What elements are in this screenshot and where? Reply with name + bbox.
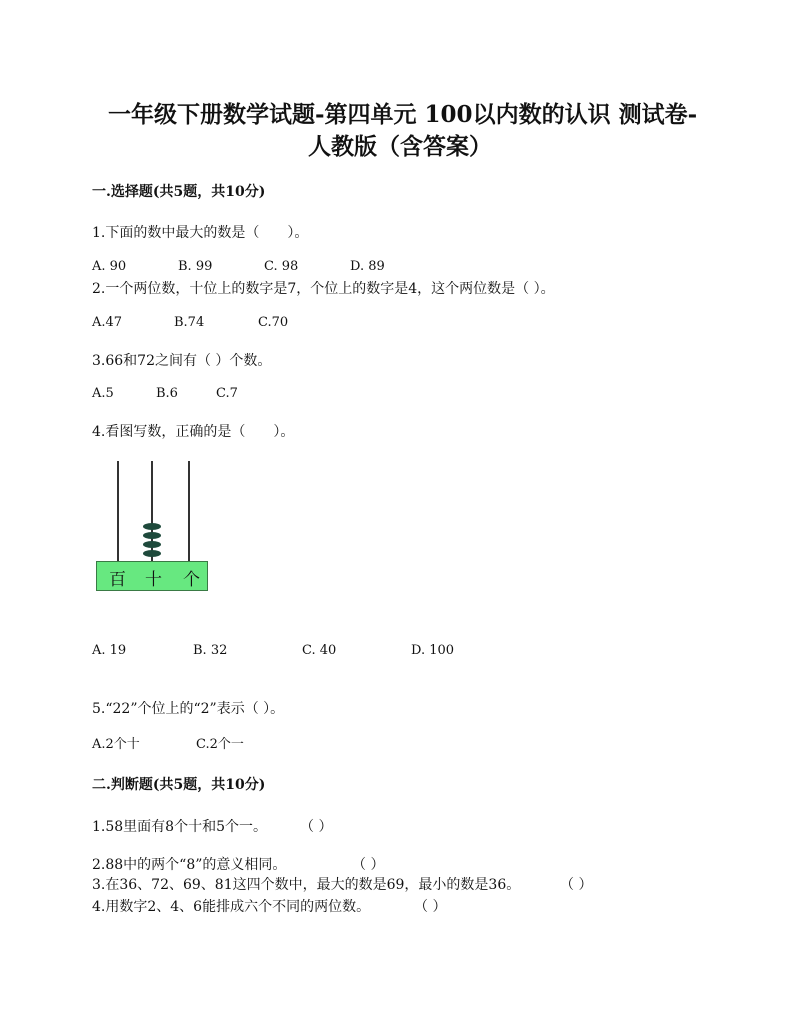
abacus-bead-tens bbox=[143, 550, 161, 557]
judge-1-blank: （ ） bbox=[300, 819, 333, 835]
question-2-option-c: C.70 bbox=[258, 315, 289, 330]
doc-title-line1: 一年级下册数学试题-第四单元 100以内数的认识 测试卷- bbox=[108, 101, 698, 128]
abacus-rod-hundreds bbox=[117, 461, 119, 561]
judge-2-text: 2.88中的两个“8”的意义相同。 bbox=[92, 857, 287, 873]
question-4-option-b: B. 32 bbox=[193, 643, 228, 658]
question-1-text: 1.下面的数中最大的数是（ ）。 bbox=[92, 225, 309, 241]
question-5-option-a: A.2个十 bbox=[92, 737, 140, 752]
abacus-label-hundreds: 百 bbox=[109, 570, 126, 590]
question-2-text: 2.一个两位数，十位上的数字是7，个位上的数字是4，这个两位数是（ ）。 bbox=[92, 281, 555, 297]
abacus-bead-tens bbox=[143, 541, 161, 548]
question-3-text: 3.66和72之间有（ ）个数。 bbox=[92, 353, 272, 369]
section-heading-true-false: 二.判断题(共5题，共10分) bbox=[92, 777, 266, 793]
abacus-label-tens: 十 bbox=[145, 570, 162, 590]
question-2-option-b: B.74 bbox=[174, 315, 205, 330]
question-1-option-b: B. 99 bbox=[178, 259, 213, 274]
abacus-label-ones: 个 bbox=[183, 570, 200, 590]
question-4-option-c: C. 40 bbox=[302, 643, 337, 658]
judge-3-blank: （ ） bbox=[560, 877, 593, 893]
question-5-option-c: C.2个一 bbox=[196, 737, 244, 752]
judge-3-text: 3.在36、72、69、81这四个数中，最大的数是69，最小的数是36。 bbox=[92, 877, 521, 893]
question-3-option-c: C.7 bbox=[216, 386, 238, 401]
abacus-base bbox=[96, 561, 208, 591]
question-1-option-a: A. 90 bbox=[92, 259, 127, 274]
doc-title-line2: 人教版（含答案） bbox=[308, 133, 492, 160]
question-1-option-c: C. 98 bbox=[264, 259, 299, 274]
abacus-rod-ones bbox=[188, 461, 190, 561]
judge-2-blank: （ ） bbox=[352, 857, 385, 873]
question-4-option-a: A. 19 bbox=[92, 643, 127, 658]
judge-4-blank: （ ） bbox=[414, 899, 447, 915]
question-3-option-a: A.5 bbox=[92, 386, 114, 401]
question-1-option-d: D. 89 bbox=[350, 259, 385, 274]
judge-1-text: 1.58里面有8个十和5个一。 bbox=[92, 819, 267, 835]
abacus-bead-tens bbox=[143, 523, 161, 530]
question-2-option-a: A.47 bbox=[92, 315, 123, 330]
question-3-option-b: B.6 bbox=[156, 386, 178, 401]
question-4-option-d: D. 100 bbox=[411, 643, 455, 658]
judge-4-text: 4.用数字2、4、6能排成六个不同的两位数。 bbox=[92, 899, 371, 915]
section-heading-multiple-choice: 一.选择题(共5题，共10分) bbox=[92, 184, 266, 200]
abacus-bead-tens bbox=[143, 532, 161, 539]
question-4-text: 4.看图写数，正确的是（ ）。 bbox=[92, 424, 295, 440]
question-5-text: 5.“22”个位上的“2”表示（ ）。 bbox=[92, 701, 285, 717]
